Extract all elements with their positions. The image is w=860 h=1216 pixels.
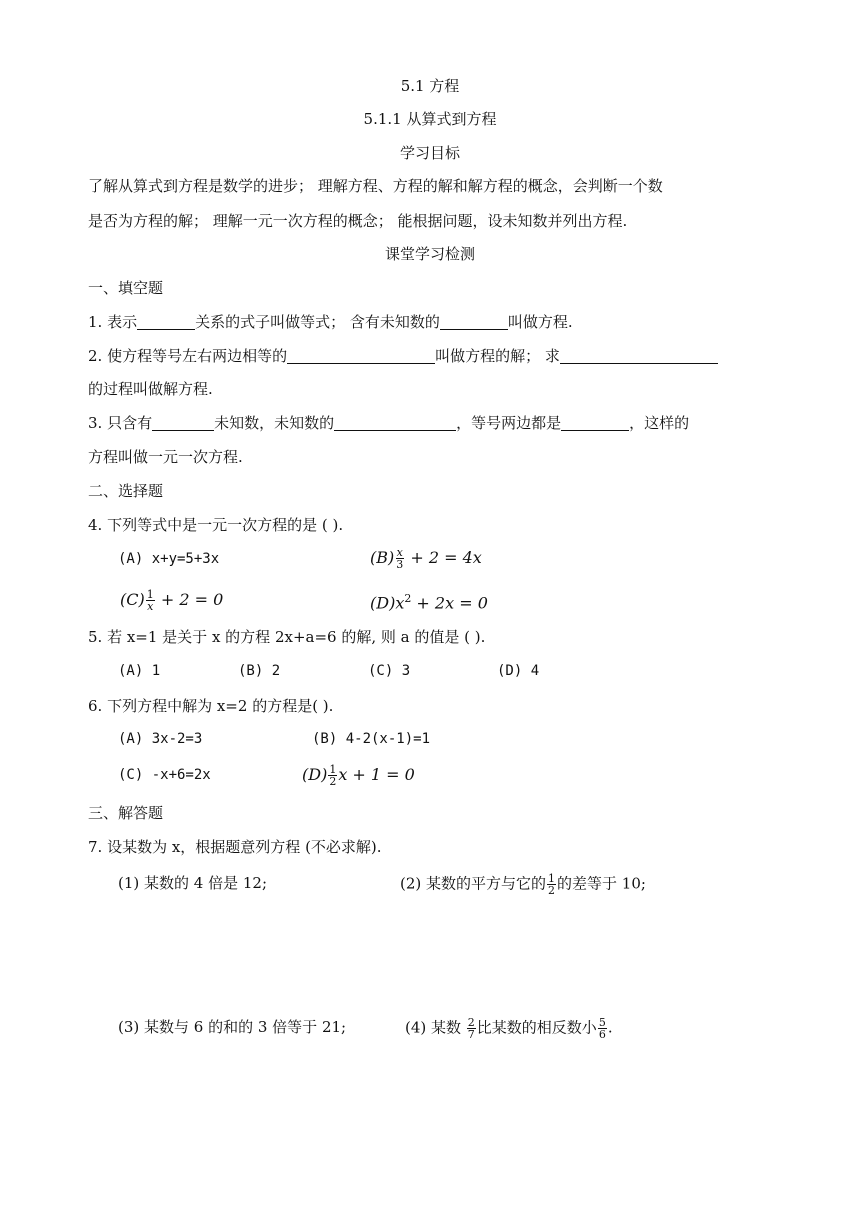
q3-blank-2[interactable]: [334, 414, 456, 431]
q4-c-rest: + 2 = 0: [155, 590, 224, 609]
q4-c-label: (C): [120, 590, 145, 609]
q6-d-label: (D): [302, 765, 328, 784]
objectives-line-2: 是否为方程的解； 理解一元一次方程的概念； 能根据问题，设未知数并列出方程.: [88, 212, 628, 230]
question-2-line-2: 的过程叫做解方程.: [88, 380, 213, 398]
q3-blank-3[interactable]: [561, 414, 629, 431]
q6-d-den: 2: [329, 775, 337, 788]
q1-part-b: 关系的式子叫做等式； 含有未知数的: [195, 313, 440, 331]
question-4-stem: 4. 下列等式中是一元一次方程的是 ( ).: [88, 516, 344, 534]
q4-option-a[interactable]: (A) x+y=5+3x: [118, 551, 220, 567]
q7-p4-num-1: 2: [467, 1016, 475, 1029]
question-5-stem: 5. 若 x=1 是关于 x 的方程 2x+a=6 的解, 则 a 的值是 ( ).: [88, 628, 486, 646]
q3-part-a: 3. 只含有: [88, 414, 153, 432]
q7-p4-fraction-2: [598, 1017, 607, 1040]
question-6-stem: 6. 下列方程中解为 x=2 的方程是( ).: [88, 697, 334, 715]
q7-part-4: [405, 1017, 613, 1040]
q4-b-label: (B): [370, 548, 395, 567]
q4-c-den: x: [147, 600, 154, 613]
section-choice-heading: 二、选择题: [88, 482, 164, 500]
objectives-heading: 学习目标: [399, 144, 460, 162]
question-7-stem: 7. 设某数为 x，根据题意列方程 (不必求解).: [88, 838, 382, 856]
q7-p4-text-b: 比某数的相反数小: [476, 1018, 597, 1037]
q4-option-c[interactable]: [120, 589, 223, 612]
q7-part-2: [400, 873, 646, 896]
q7-p2-text-b: 的差等于 10;: [557, 874, 646, 893]
q2-blank-1[interactable]: [287, 347, 435, 364]
q4-c-fraction: [146, 589, 155, 612]
q7-part-3: (3) 某数与 6 的和的 3 倍等于 21;: [118, 1018, 347, 1036]
q4-d-exponent: 2: [404, 592, 412, 605]
q6-option-c[interactable]: (C) -x+6=2x: [118, 767, 211, 783]
q7-p4-text-c: .: [607, 1018, 613, 1037]
q6-d-fraction: [328, 764, 337, 787]
q4-b-den: 3: [396, 558, 404, 571]
q5-option-d[interactable]: (D) 4: [497, 663, 540, 679]
q7-p4-fraction-1: [467, 1017, 476, 1040]
page-title: 5.1 方程: [400, 77, 460, 95]
q5-option-b[interactable]: (B) 2: [238, 663, 281, 679]
q4-option-b[interactable]: [370, 547, 482, 570]
question-1: [88, 312, 573, 332]
q1-part-a: 1. 表示: [88, 313, 138, 331]
q7-p4-den-1: 7: [467, 1028, 475, 1041]
q6-d-num: 1: [329, 763, 337, 776]
q3-part-d: ，这样的: [629, 414, 690, 432]
q6-option-a[interactable]: (A) 3x-2=3: [118, 731, 203, 747]
q2-blank-2[interactable]: [560, 347, 718, 364]
q4-b-rest: + 2 = 4x: [405, 548, 482, 567]
q6-d-rest: x + 1 = 0: [338, 765, 415, 784]
q4-d-rest: + 2x = 0: [411, 593, 488, 613]
question-2-line-1: [88, 346, 718, 366]
q1-blank-2[interactable]: [440, 313, 508, 330]
q3-part-c: ，等号两边都是: [456, 414, 562, 432]
question-3-line-1: [88, 413, 689, 433]
q7-p2-num: 1: [548, 872, 556, 885]
q4-c-num: 1: [146, 588, 154, 601]
q7-p4-text-a: (4) 某数: [405, 1018, 466, 1037]
q7-p2-fraction: [547, 873, 556, 896]
q1-part-c: 叫做方程.: [507, 313, 573, 331]
q7-p2-text-a: (2) 某数的平方与它的: [400, 874, 547, 893]
q3-blank-1[interactable]: [152, 414, 214, 431]
q7-p4-den-2: 6: [598, 1028, 606, 1041]
q7-p2-den: 2: [548, 884, 556, 897]
section-answer-heading: 三、解答题: [88, 804, 164, 822]
objectives-line-1: 了解从算式到方程是数学的进步； 理解方程、方程的解和解方程的概念，会判断一个数: [88, 177, 663, 195]
check-heading: 课堂学习检测: [384, 245, 475, 263]
q5-option-c[interactable]: (C) 3: [368, 663, 411, 679]
q4-d-label: (D): [370, 593, 396, 613]
q3-part-b: 未知数，未知数的: [214, 414, 335, 432]
q4-b-num: x: [396, 546, 403, 559]
q5-option-a[interactable]: (A) 1: [118, 663, 161, 679]
question-3-line-2: 方程叫做一元一次方程.: [88, 448, 243, 466]
q2-part-b: 叫做方程的解； 求: [435, 347, 560, 365]
q6-option-d[interactable]: [302, 764, 415, 787]
section-fill-blank-heading: 一、填空题: [88, 279, 164, 297]
q7-p4-num-2: 5: [598, 1016, 606, 1029]
page-subtitle: 5.1.1 从算式到方程: [363, 110, 497, 128]
q1-blank-1[interactable]: [137, 313, 195, 330]
q4-option-d[interactable]: [370, 589, 488, 613]
q4-b-fraction: [395, 547, 404, 570]
q7-part-1: (1) 某数的 4 倍是 12;: [118, 874, 268, 892]
q2-part-a: 2. 使方程等号左右两边相等的: [88, 347, 288, 365]
q6-option-b[interactable]: (B) 4-2(x-1)=1: [312, 731, 431, 747]
q4-d-base: x: [395, 593, 405, 613]
